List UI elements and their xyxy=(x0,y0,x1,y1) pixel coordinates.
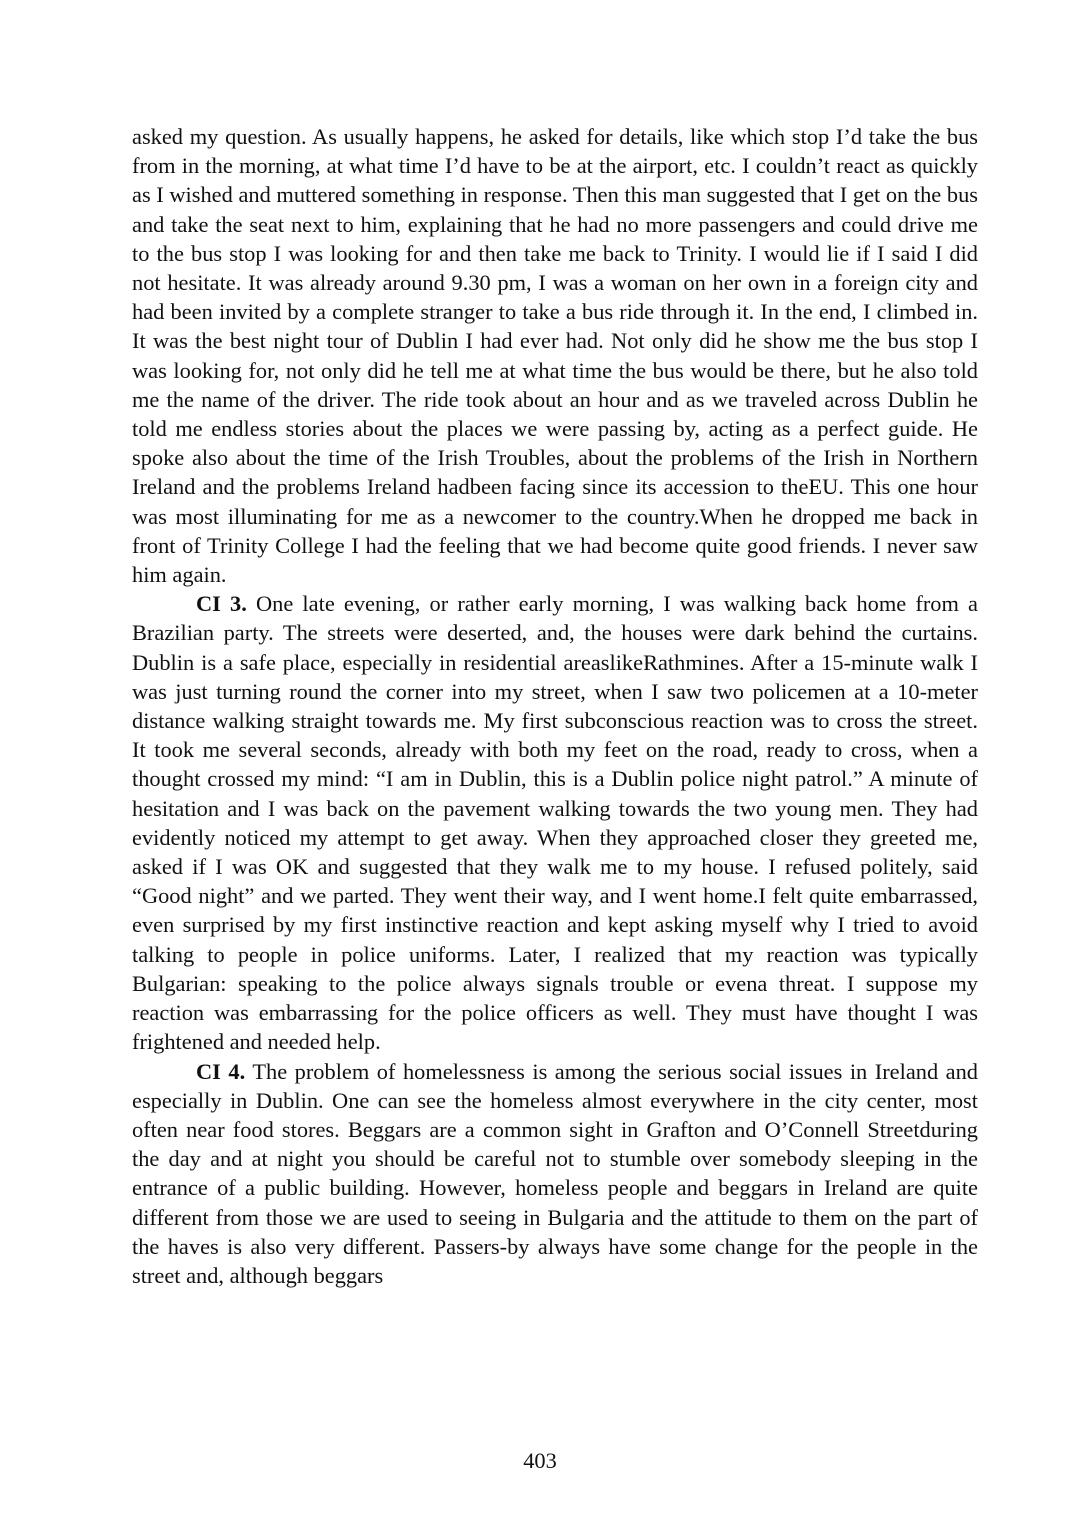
paragraph-text: One late evening, or rather early morning, I was walking back home from a Brazilian party. The streets were deserted, and, the houses were dark behind the curtains. Dublin is a safe place, especially in residential areaslikeRathmines. After a 15-minute walk I was just turning round the corner into my street, when I saw two policemen at a 10-meter distance walking straight towards me. My first subconscious reaction was to cross the street. It took me several seconds, already with both my feet on the road, ready to cross, when a thought crossed my mind: “I am in Dublin, this is a Dublin police night patrol.” A minute of hesitation and I was back on the pavement walking towards the two young men. They had evidently noticed my attempt to get away. When they approached closer they greeted me, asked if I was OK and suggested that they walk me to my house. I refused politely, said “Good night” and we parted. They went their way, and I went home.I felt quite embarrassed, even surprised by my first instinctive reaction and kept asking myself why I tried to avoid talking to people in police uniforms. Later, I realized that my reaction was typically Bulgarian: speaking to the police always signals trouble or evena threat. I suppose my reaction was embarrassing for the police officers as well. They must have thought I was frightened and needed help. xyxy=(132,591,978,1055)
page-body xyxy=(132,122,978,1290)
page-number: 403 xyxy=(523,1448,557,1473)
paragraph-ci-4 xyxy=(132,1057,978,1291)
paragraph-continuation xyxy=(132,122,978,589)
paragraph-text: asked my question. As usually happens, he asked for details, like which stop I’d take the bus from in the morning, at what time I’d have to be at the airport, etc. I couldn’t react as quickly as I wished and muttered something in response. Then this man suggested that I get on the bus and take the seat next to him, explaining that he had no more passengers and could drive me to the bus stop I was looking for and then take me back to Trinity. I would lie if I said I did not hesitate. It was already around 9.30 pm, I was a woman on her own in a foreign city and had been invited by a complete stranger to take a bus ride through it. In the end, I climbed in. It was the best night tour of Dublin I had ever had. Not only did he show me the bus stop I was looking for, not only did he tell me at what time the bus would be there, but he also told me the name of the driver. The ride took about an hour and as we traveled across Dublin he told me endless stories about the places we were passing by, acting as a perfect guide. He spoke also about the time of the Irish Troubles, about the problems of the Irish in Northern Ireland and the problems Ireland hadbeen facing since its accession to theEU. This one hour was most illuminating for me as a newcomer to the country.When he dropped me back in front of Trinity College I had the feeling that we had become quite good friends. I never saw him again. xyxy=(132,124,978,588)
section-label: CI 4. xyxy=(196,1058,246,1084)
paragraph-ci-3 xyxy=(132,589,978,1056)
section-label: CI 3. xyxy=(196,591,247,617)
paragraph-text: The problem of homelessness is among the serious social issues in Ireland and especially in Dublin. One can see the homeless almost everywhere in the city center, most often near food stores. Beggars are a common sight in Grafton and O’Connell Streetduring the day and at night you should be careful not to stumble over somebody sleeping in the entrance of a public building. However, homeless people and beggars in Ireland are quite different from those we are used to seeing in Bulgaria and the attitude to them on the part of the haves is also very different. Passers-by always have some change for the people in the street and, although beggars xyxy=(132,1058,979,1288)
